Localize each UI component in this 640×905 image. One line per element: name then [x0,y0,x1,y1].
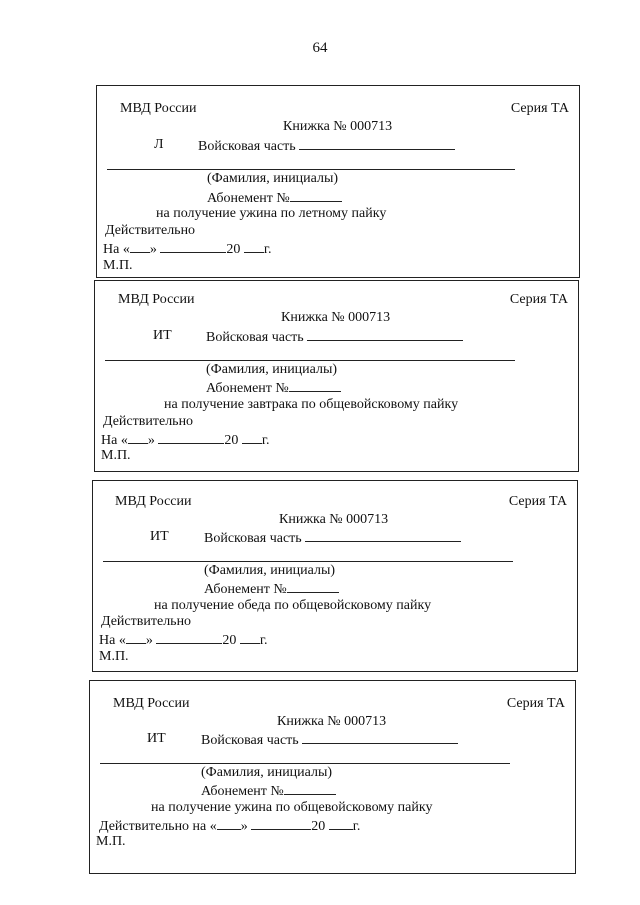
name-caption: (Фамилия, инициалы) [206,362,338,377]
voucher-code: ИТ [153,328,172,343]
year-blank[interactable] [240,631,260,644]
subscription-field[interactable] [206,379,341,397]
page-number: 64 [312,40,328,56]
booklet-number: Книжка № 000713 [281,310,391,325]
ministry-label: МВД России [118,292,195,307]
name-line[interactable] [105,360,515,361]
meal-purpose: на получение ужина по общевойсковому пайку [151,800,433,815]
valid-label: Действительно [101,614,192,629]
military-unit-field[interactable] [201,731,458,749]
name-line[interactable] [107,169,515,170]
booklet-number: Книжка № 000713 [279,512,389,527]
year-blank[interactable] [244,240,264,253]
seal-label: М.П. [103,258,133,273]
voucher-code: ИТ [150,529,169,544]
booklet-number: Книжка № 000713 [277,714,387,729]
date-field[interactable]: На « » 20 г. [103,242,272,257]
subscription-label: Абонемент № [204,582,287,597]
ministry-label: МВД России [115,494,192,509]
date-field[interactable]: На « » 20 г. [99,633,268,648]
valid-label: Действительно [103,414,194,429]
military-unit-blank[interactable] [299,137,455,150]
ministry-label: МВД России [120,101,197,116]
subscription-blank[interactable] [287,580,339,593]
subscription-field[interactable] [204,580,339,598]
subscription-field[interactable] [207,189,342,207]
voucher-2 [94,280,579,472]
military-unit-field[interactable] [206,328,463,346]
name-caption: (Фамилия, инициалы) [201,765,333,780]
military-unit-blank[interactable] [305,529,461,542]
day-blank[interactable] [130,240,150,253]
meal-purpose: на получение обеда по общевойсковому пайку [154,598,432,613]
subscription-blank[interactable] [289,379,341,392]
seal-label: М.П. [96,834,126,849]
valid-label: Действительно [105,223,196,238]
voucher-code: Л [154,137,164,152]
subscription-field[interactable] [201,782,336,800]
month-blank[interactable] [156,631,222,644]
military-unit-label: Войсковая часть [206,330,304,345]
military-unit-label: Войсковая часть [204,531,302,546]
name-caption: (Фамилия, инициалы) [207,171,339,186]
day-blank[interactable] [128,431,148,444]
military-unit-label: Войсковая часть [198,139,296,154]
day-blank[interactable] [126,631,146,644]
subscription-blank[interactable] [290,189,342,202]
ministry-label: МВД России [113,696,190,711]
name-line[interactable] [103,561,513,562]
year-blank[interactable] [242,431,262,444]
series-label: Серия ТА [510,101,569,116]
military-unit-blank[interactable] [302,731,458,744]
subscription-label: Абонемент № [206,381,289,396]
meal-purpose: на получение завтрака по общевойсковому пайку [164,397,459,412]
name-caption: (Фамилия, инициалы) [204,563,336,578]
date-field[interactable]: На « » 20 г. [101,433,270,448]
subscription-label: Абонемент № [207,191,290,206]
voucher-code: ИТ [147,731,166,746]
subscription-blank[interactable] [284,782,336,795]
subscription-label: Абонемент № [201,784,284,799]
series-label: Серия ТА [506,696,565,711]
military-unit-label: Войсковая часть [201,733,299,748]
voucher-1 [96,85,580,278]
voucher-3 [92,480,578,672]
seal-label: М.П. [101,448,131,463]
booklet-number: Книжка № 000713 [283,119,393,134]
valid-date-field[interactable]: Действительно на « » 20 г. [99,819,361,834]
voucher-4 [89,680,576,874]
month-blank[interactable] [158,431,224,444]
year-blank[interactable] [329,817,353,830]
series-label: Серия ТА [508,494,567,509]
month-blank[interactable] [160,240,226,253]
military-unit-field[interactable] [204,529,461,547]
seal-label: М.П. [99,649,129,664]
series-label: Серия ТА [509,292,568,307]
military-unit-blank[interactable] [307,328,463,341]
day-blank[interactable] [217,817,241,830]
valid-label: Действительно на « [99,819,217,834]
meal-purpose: на получение ужина по летному пайку [156,206,387,221]
month-blank[interactable] [251,817,311,830]
military-unit-field[interactable] [198,137,455,155]
name-line[interactable] [100,763,510,764]
